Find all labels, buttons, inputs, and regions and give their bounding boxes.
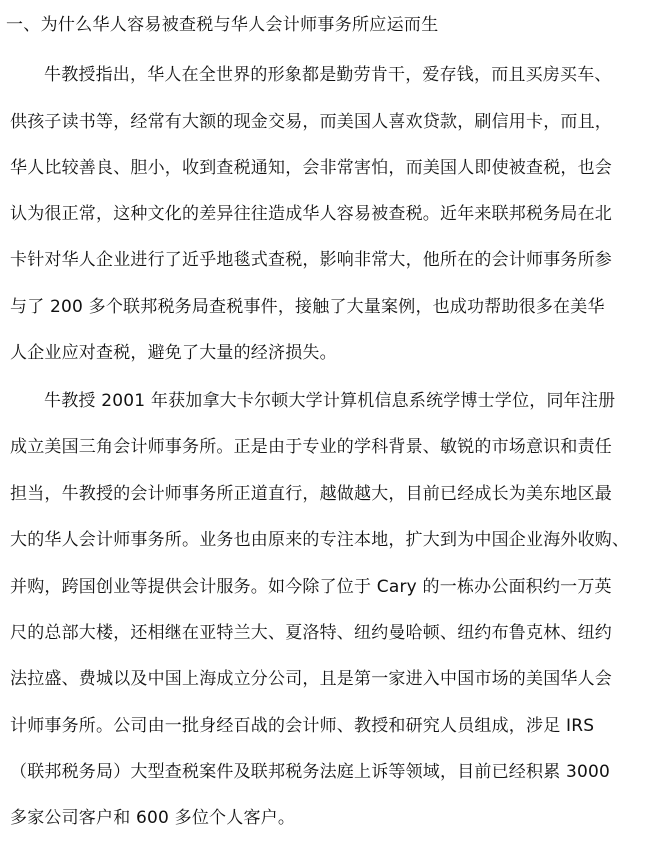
paragraph-2-line-3: 担当，牛教授的会计师事务所正道直行，越做越大，目前已经成长为美东地区最	[10, 484, 612, 504]
paragraph-1-line-1: 牛教授指出，华人在全世界的形象都是勤劳肯干，爱存钱，而且买房买车、	[44, 65, 612, 85]
paragraph-2-line-10: 多家公司客户和 600 多位个人客户。	[10, 808, 296, 828]
paragraph-2-line-8: 计师事务所。公司由一批身经百战的会计师、教授和研究人员组成，涉足 IRS	[10, 716, 595, 736]
paragraph-1-line-7: 人企业应对查税，避免了大量的经济损失。	[10, 343, 337, 363]
paragraph-2-line-7: 法拉盛、费城以及中国上海成立分公司，且是第一家进入中国市场的美国华人会	[10, 669, 612, 689]
paragraph-1-line-5: 卡针对华人企业进行了近乎地毯式查税，影响非常大，他所在的会计师事务所参	[10, 250, 612, 270]
paragraph-1-line-3: 华人比较善良、胆小，收到查税通知，会非常害怕，而美国人即使被查税，也会	[10, 158, 612, 178]
paragraph-2-line-9: （联邦税务局）大型查税案件及联邦税务法庭上诉等领域，目前已经积累 3000	[10, 762, 611, 782]
paragraph-1-line-4: 认为很正常，这种文化的差异往往造成华人容易被查税。近年来联邦税务局在北	[10, 204, 612, 224]
paragraph-2-line-5: 并购，跨国创业等提供会计服务。如今除了位于 Cary 的一栋办公面积约一万英	[10, 577, 612, 597]
paragraph-2-line-4: 大的华人会计师事务所。业务也由原来的专注本地，扩大到为中国企业海外收购、	[10, 530, 630, 550]
paragraph-2-line-1: 牛教授 2001 年获加拿大卡尔顿大学计算机信息系统学博士学位，同年注册	[44, 391, 616, 411]
paragraph-2-line-2: 成立美国三角会计师事务所。正是由于专业的学科背景、敏锐的市场意识和责任	[10, 437, 612, 457]
paragraph-2-line-6: 尺的总部大楼，还相继在亚特兰大、夏洛特、纽约曼哈顿、纽约布鲁克林、纽约	[10, 623, 612, 643]
section-heading: 一、为什么华人容易被查税与华人会计师事务所应运而生	[6, 15, 439, 35]
paragraph-1-line-2: 供孩子读书等，经常有大额的现金交易，而美国人喜欢贷款，刷信用卡，而且，	[10, 112, 612, 132]
paragraph-1-line-6: 与了 200 多个联邦税务局查税事件，接触了大量案例，也成功帮助很多在美华	[10, 297, 605, 317]
